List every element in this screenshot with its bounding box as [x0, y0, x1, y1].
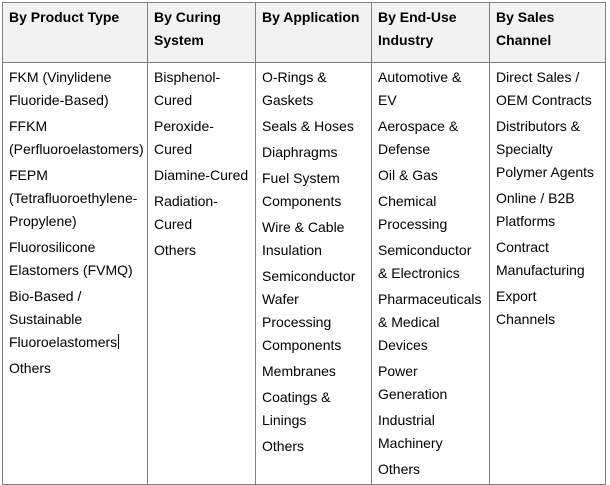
list-item: Online / B2B Platforms [496, 190, 575, 229]
list-item: Membranes [262, 363, 336, 379]
list-item: Direct Sales / OEM Contracts [496, 69, 592, 108]
list-item: FKM (Vinylidene Fluoride-Based) [9, 69, 112, 108]
header-curing-system: By Curing System [148, 3, 256, 63]
list-item: Diamine-Cured [154, 167, 249, 183]
list-item: Contract Manufacturing [496, 239, 585, 278]
list-item-text: Bio-Based / Sustainable Fluoroelastomers [9, 288, 118, 350]
list-item: Coatings & Linings [262, 389, 331, 428]
list-item: Export Channels [496, 288, 556, 327]
list-item: FEPM (Tetrafluoroethylene-Propylene) [9, 167, 138, 229]
header-row [3, 3, 606, 63]
list-item: Others [378, 461, 421, 477]
list-item: Semiconductor Wafer Processing Components [262, 268, 356, 353]
cell-product-type[interactable] [3, 63, 148, 485]
list-item: Oil & Gas [378, 167, 438, 183]
cell-end-use-industry[interactable] [372, 63, 490, 485]
list-item: Automotive & EV [378, 69, 462, 108]
header-product-type: By Product Type [3, 3, 148, 63]
cell-curing-system[interactable] [148, 63, 256, 485]
segmentation-table [2, 2, 606, 485]
text-cursor [118, 334, 119, 349]
header-end-use-industry: By End-Use Industry [372, 3, 490, 63]
header-application: By Application [256, 3, 372, 63]
list-item: Others [9, 360, 52, 376]
list-item: Pharmaceuticals & Medical Devices [378, 291, 482, 353]
cell-sales-channel[interactable] [490, 63, 606, 485]
list-item: Distributors & Specialty Polymer Agents [496, 118, 595, 180]
list-item: Seals & Hoses [262, 118, 354, 134]
list-item: Bisphenol-Cured [154, 69, 221, 108]
list-item: Fuel System Components [262, 170, 342, 209]
list-item: FFKM (Perfluoroelastomers) [9, 118, 144, 157]
list-item: Fluorosilicone Elastomers (FVMQ) [9, 239, 133, 278]
list-item-with-cursor [9, 285, 141, 354]
list-item: Semiconductor & Electronics [378, 242, 472, 281]
list-item: Diaphragms [262, 144, 338, 160]
cell-application[interactable] [256, 63, 372, 485]
list-item: Power Generation [378, 363, 448, 402]
list-item: Others [262, 438, 305, 454]
list-item: Aerospace & Defense [378, 118, 459, 157]
list-item: Peroxide-Cured [154, 118, 214, 157]
list-item: Wire & Cable Insulation [262, 219, 345, 258]
list-item: Chemical Processing [378, 193, 448, 232]
header-sales-channel: By Sales Channel [490, 3, 606, 63]
table-row [3, 63, 606, 485]
list-item: Radiation-Cured [154, 193, 218, 232]
list-item: Others [154, 242, 197, 258]
list-item: Industrial Machinery [378, 412, 443, 451]
list-item: O-Rings & Gaskets [262, 69, 327, 108]
